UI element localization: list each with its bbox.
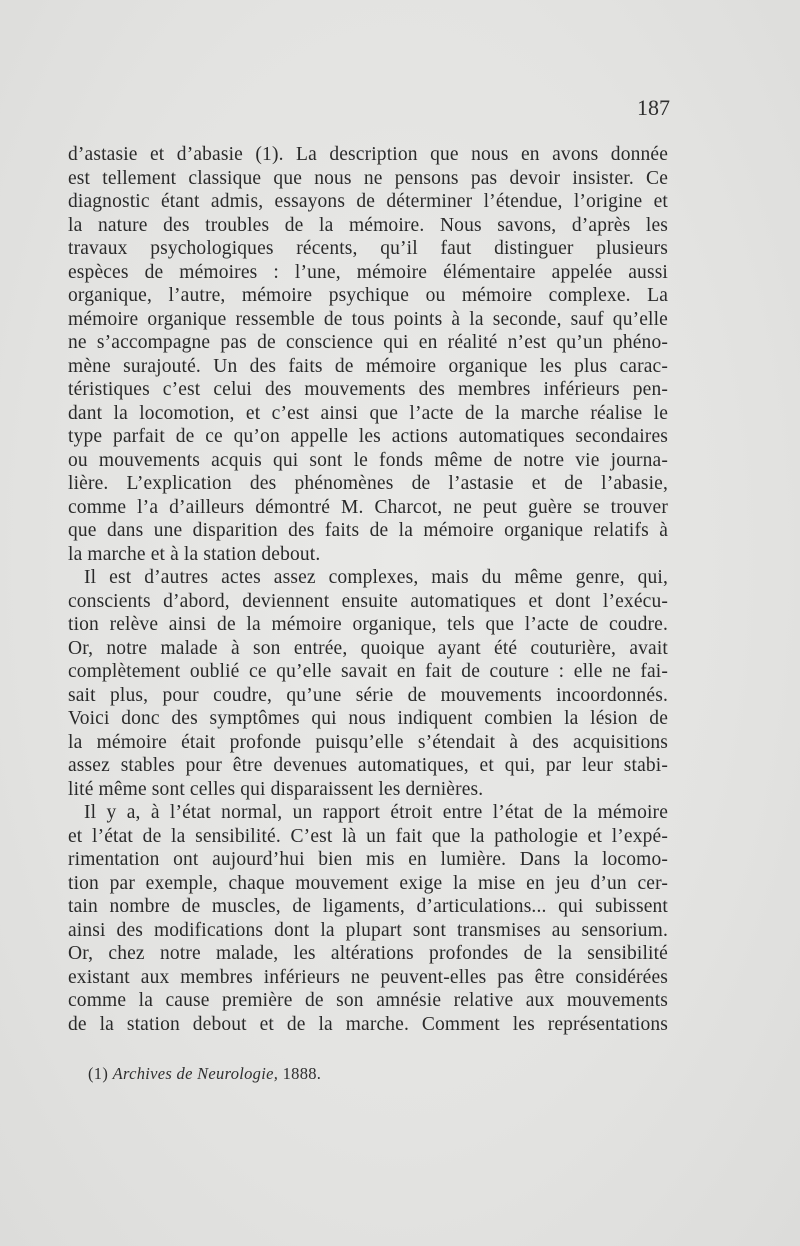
text-line: tion relève ainsi de la mémoire organique, tels que l’acte de coudre. [68,614,668,635]
text-line: complètement oublié ce qu’elle savait en fait de couture : elle ne fai- [68,661,668,682]
text-line: d’astasie et d’abasie (1). La description que nous en avons donnée [68,144,668,165]
footnote-year: 1888. [282,1064,322,1083]
page-number: 187 [637,95,670,120]
text-line: ainsi des modifications dont la plupart sont transmises au sensorium. [68,919,668,941]
text-line: la marche et à la station debout. [68,543,321,565]
footnote [88,1064,321,1084]
text-line: organique, l’autre, mémoire psychique ou mémoire complexe. La [68,285,668,306]
text-line: ne s’accompagne pas de conscience qui en réalité n’est qu’un phéno- [68,332,668,353]
text-line: de la station debout et de la marche. Comment les représentations [68,1013,668,1035]
text-line: Voici donc des symptômes qui nous indiquent combien la lésion de [68,708,668,729]
text-line: est tellement classique que nous ne pensons pas devoir insister. Ce [68,167,668,189]
text-line: lière. L’explication des phénomènes de l’astasie et de l’abasie, [68,473,668,494]
text-line: comme l’a d’ailleurs démontré M. Charcot, ne peut guère se trouver [68,496,668,518]
footnote-marker: (1) [88,1064,109,1083]
text-line: dant la locomotion, et c’est ainsi que l’acte de la marche réalise le [68,402,668,424]
text-line: sait plus, pour coudre, qu’une série de mouvements incoordonnés. [68,684,668,706]
text-line: assez stables pour être devenues automatiques, et qui, par leur stabi- [68,755,668,776]
text-line: rimentation ont aujourd’hui bien mis en lumière. Dans la locomo- [68,849,668,870]
text-line: conscients d’abord, deviennent ensuite automatiques et dont l’exécu- [68,590,668,612]
text-line: comme la cause première de son amnésie relative aux mouvements [68,990,668,1011]
text-line: et l’état de la sensibilité. C’est là un fait que la pathologie et l’expé- [68,825,668,847]
text-line: la mémoire était profonde puisqu’elle s’étendait à des acquisitions [68,731,668,753]
text-line: Or, chez notre malade, les altérations profondes de la sensibilité [68,943,668,964]
text-line: type parfait de ce qu’on appelle les actions automatiques secondaires [68,426,668,447]
footnote-title: Archives de Neurologie, [112,1064,279,1083]
text-line: mène surajouté. Un des faits de mémoire organique les plus carac- [68,355,668,377]
text-line: espèces de mémoires : l’une, mémoire élémentaire appelée aussi [68,261,668,283]
text-line: Il y a, à l’état normal, un rapport étroit entre l’état de la mémoire [84,802,668,823]
text-line: téristiques c’est celui des mouvements des membres inférieurs pen- [68,379,668,400]
text-line: tion par exemple, chaque mouvement exige la mise en jeu d’un cer- [68,872,668,894]
text-line: ou mouvements acquis qui sont le fonds même de notre vie journa- [68,449,668,471]
text-line: mémoire organique ressemble de tous points à la seconde, sauf qu’elle [68,308,668,330]
text-line: la nature des troubles de la mémoire. Nous savons, d’après les [68,214,668,236]
text-line: que dans une disparition des faits de la mémoire organique relatifs à [68,520,668,541]
text-line: diagnostic étant admis, essayons de déterminer l’étendue, l’origine et [68,191,668,212]
text-line: lité même sont celles qui disparaissent les dernières. [68,778,484,800]
text-line: Il est d’autres actes assez complexes, mais du même genre, qui, [84,567,668,588]
text-line: travaux psychologiques récents, qu’il faut distinguer plusieurs [68,238,668,259]
text-line: existant aux membres inférieurs ne peuvent-elles pas être considérées [68,966,668,988]
body-text [68,143,668,1036]
text-line: Or, notre malade à son entrée, quoique ayant été couturière, avait [68,637,668,659]
text-line: tain nombre de muscles, de ligaments, d’articulations... qui subissent [68,896,668,917]
